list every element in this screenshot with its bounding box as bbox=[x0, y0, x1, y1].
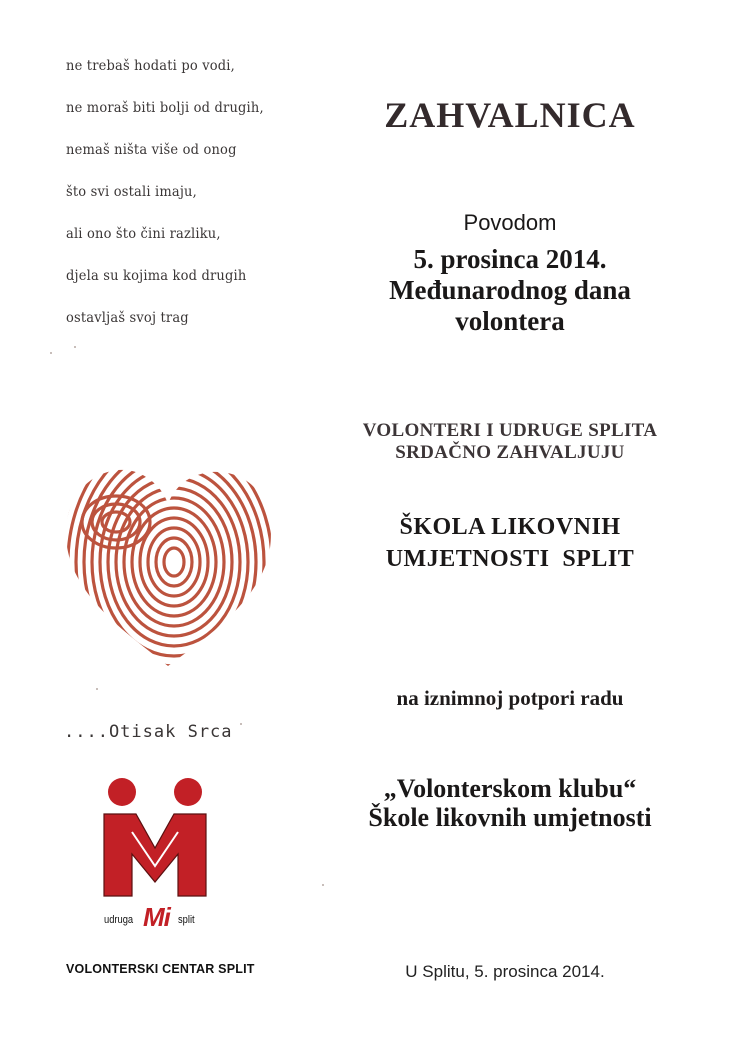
scan-speck bbox=[322, 884, 324, 886]
club-name: „Volonterskom klubu“ bbox=[383, 774, 637, 803]
certificate-title: ZAHVALNICA bbox=[384, 95, 636, 135]
poem-line: djela su kojima kod drugih bbox=[66, 268, 247, 284]
poem-line: ne trebaš hodati po vodi, bbox=[66, 58, 235, 74]
wordmark-split: split bbox=[178, 914, 195, 926]
poem-line: što svi ostali imaju, bbox=[66, 184, 197, 200]
recipient-name bbox=[310, 511, 710, 575]
occasion-line: Međunarodnog dana bbox=[389, 275, 631, 305]
poem-line: ne moraš biti bolji od drugih, bbox=[66, 100, 264, 116]
club-block bbox=[310, 774, 710, 832]
occasion-date: 5. prosinca 2014. bbox=[413, 244, 607, 274]
udruga-mi-split-wordmark bbox=[104, 902, 214, 932]
occasion-line: volontera bbox=[455, 306, 565, 336]
scan-speck bbox=[74, 346, 76, 348]
scan-speck bbox=[96, 688, 98, 690]
poem-line: ostavljaš svoj trag bbox=[66, 310, 189, 326]
occasion-block bbox=[330, 244, 690, 337]
scan-speck bbox=[240, 723, 242, 725]
support-text: na iznimnoj potpori radu bbox=[396, 686, 624, 710]
thanks-line: SRDAČNO ZAHVALJUJU bbox=[395, 442, 625, 463]
otisak-srca-tagline: ....Otisak Srca bbox=[64, 722, 233, 742]
thanks-line: VOLONTERI I UDRUGE SPLITA bbox=[362, 420, 658, 441]
poem-line: nemaš ništa više od onog bbox=[66, 142, 237, 158]
udruga-mi-logo-icon bbox=[96, 770, 214, 902]
organization-name: VOLONTERSKI CENTAR SPLIT bbox=[66, 962, 255, 976]
wordmark-mi: Mi bbox=[143, 902, 170, 932]
club-school: Škole likovnih umjetnosti bbox=[368, 803, 652, 832]
recipient-line: UMJETNOSTI SPLIT bbox=[385, 546, 635, 572]
occasion-intro: Povodom bbox=[463, 210, 557, 235]
scan-speck bbox=[50, 352, 52, 354]
poem bbox=[66, 56, 316, 350]
thanks-block bbox=[310, 420, 710, 464]
wordmark-udruga: udruga bbox=[104, 914, 134, 926]
fingerprint-heart-image bbox=[56, 452, 280, 670]
dateline: U Splitu, 5. prosinca 2014. bbox=[405, 962, 605, 981]
poem-line: ali ono što čini razliku, bbox=[66, 226, 221, 242]
recipient-line: ŠKOLA LIKOVNIH bbox=[399, 514, 621, 540]
